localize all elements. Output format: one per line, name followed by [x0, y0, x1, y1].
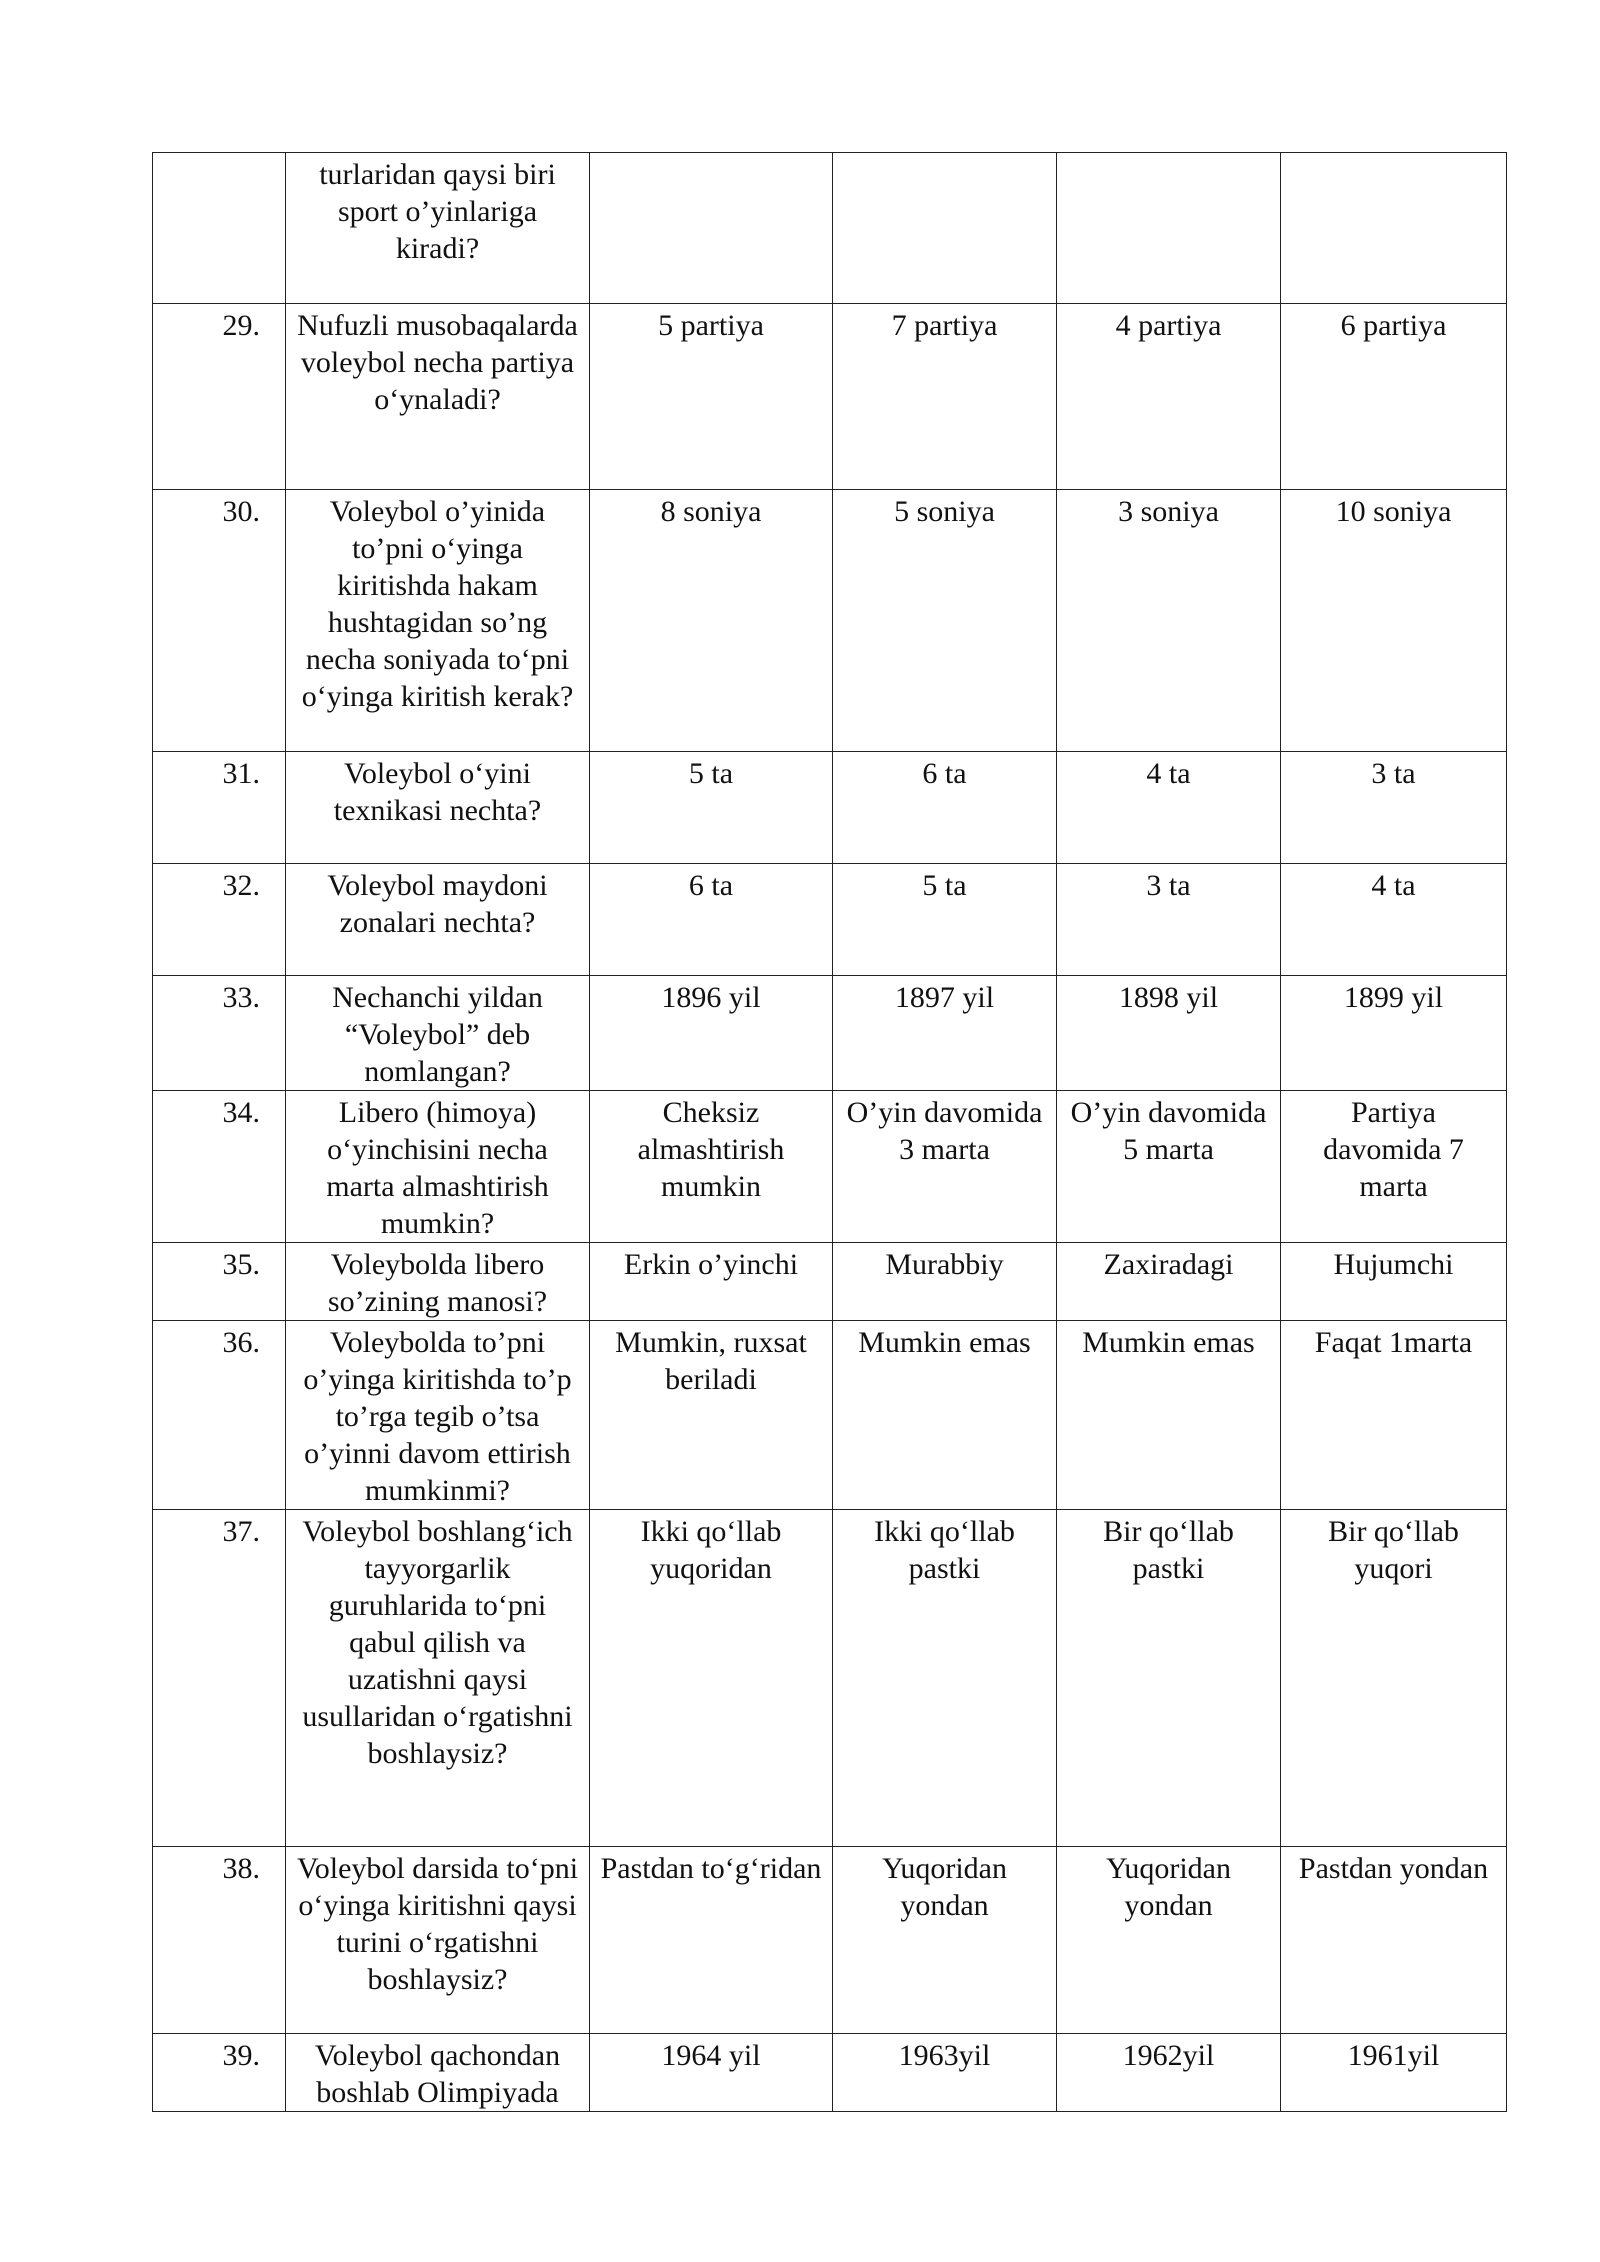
answer-option-b: Ikki qo‘llab pastki: [833, 1510, 1057, 1847]
question-text: Voleybol o‘yini texnikasi nechta?: [286, 752, 590, 864]
answer-option-d: 3 ta: [1281, 752, 1507, 864]
answer-option-b: Murabbiy: [833, 1243, 1057, 1321]
table-row: [153, 2034, 1507, 2112]
question-number: 32.: [153, 864, 286, 976]
answer-option-c: 4 partiya: [1057, 304, 1281, 490]
answer-option-d: 10 soniya: [1281, 490, 1507, 752]
table-row: [153, 752, 1507, 864]
table-row: [153, 976, 1507, 1091]
question-text: Nechanchi yildan “Voleybol” deb nomlangan?: [286, 976, 590, 1091]
table-row: [153, 490, 1507, 752]
quiz-table-body: [153, 153, 1507, 2112]
answer-option-d: Pastdan yondan: [1281, 1847, 1507, 2034]
answer-option-a: Erkin o’yinchi: [590, 1243, 833, 1321]
table-row: [153, 1847, 1507, 2034]
answer-option-c: Zaxiradagi: [1057, 1243, 1281, 1321]
answer-option-c: Bir qo‘llab pastki: [1057, 1510, 1281, 1847]
answer-option-c: 1962yil: [1057, 2034, 1281, 2112]
answer-option-d: 6 partiya: [1281, 304, 1507, 490]
answer-option-a: [590, 153, 833, 304]
question-number: 34.: [153, 1091, 286, 1243]
answer-option-a: 6 ta: [590, 864, 833, 976]
answer-option-b: 7 partiya: [833, 304, 1057, 490]
answer-option-d: 4 ta: [1281, 864, 1507, 976]
answer-option-d: Bir qo‘llab yuqori: [1281, 1510, 1507, 1847]
answer-option-b: 1963yil: [833, 2034, 1057, 2112]
question-text: Voleybol maydoni zonalari nechta?: [286, 864, 590, 976]
answer-option-a: Cheksiz almashtirish mumkin: [590, 1091, 833, 1243]
question-number: 37.: [153, 1510, 286, 1847]
question-text: turlaridan qaysi biri sport o’yinlariga kiradi?: [286, 153, 590, 304]
quiz-table: [152, 152, 1507, 2112]
answer-option-b: O’yin davomida 3 marta: [833, 1091, 1057, 1243]
answer-option-b: Yuqoridan yondan: [833, 1847, 1057, 2034]
answer-option-a: 8 soniya: [590, 490, 833, 752]
answer-option-a: 5 ta: [590, 752, 833, 864]
question-number: 30.: [153, 490, 286, 752]
answer-option-c: Yuqoridan yondan: [1057, 1847, 1281, 2034]
answer-option-a: Mumkin, ruxsat beriladi: [590, 1321, 833, 1510]
question-text: Voleybolda libero so’zining manosi?: [286, 1243, 590, 1321]
question-number: [153, 153, 286, 304]
answer-option-d: Hujumchi: [1281, 1243, 1507, 1321]
question-text: Libero (himoya) o‘yinchisini necha marta almashtirish mumkin?: [286, 1091, 590, 1243]
answer-option-c: [1057, 153, 1281, 304]
question-text: Voleybol boshlang‘ich tayyorgarlik guruhlarida to‘pni qabul qilish va uzatishni qaysi usullaridan o‘rgatishni boshlaysiz?: [286, 1510, 590, 1847]
answer-option-a: 1896 yil: [590, 976, 833, 1091]
question-number: 35.: [153, 1243, 286, 1321]
answer-option-b: [833, 153, 1057, 304]
table-row: [153, 864, 1507, 976]
answer-option-d: 1961yil: [1281, 2034, 1507, 2112]
answer-option-c: O’yin davomida 5 marta: [1057, 1091, 1281, 1243]
answer-option-a: Ikki qo‘llab yuqoridan: [590, 1510, 833, 1847]
answer-option-d: Faqat 1marta: [1281, 1321, 1507, 1510]
answer-option-b: Mumkin emas: [833, 1321, 1057, 1510]
answer-option-b: 5 ta: [833, 864, 1057, 976]
question-text: Voleybol qachondan boshlab Olimpiyada: [286, 2034, 590, 2112]
answer-option-a: 1964 yil: [590, 2034, 833, 2112]
table-row: [153, 1510, 1507, 1847]
answer-option-d: [1281, 153, 1507, 304]
table-row: [153, 1243, 1507, 1321]
answer-option-b: 5 soniya: [833, 490, 1057, 752]
table-row: [153, 304, 1507, 490]
question-number: 33.: [153, 976, 286, 1091]
answer-option-b: 1897 yil: [833, 976, 1057, 1091]
answer-option-d: 1899 yil: [1281, 976, 1507, 1091]
answer-option-c: 1898 yil: [1057, 976, 1281, 1091]
table-row: [153, 153, 1507, 304]
answer-option-d: Partiya davomida 7 marta: [1281, 1091, 1507, 1243]
table-row: [153, 1091, 1507, 1243]
answer-option-a: Pastdan to‘g‘ridan: [590, 1847, 833, 2034]
question-number: 38.: [153, 1847, 286, 2034]
question-text: Voleybol o’yinida to’pni o‘yinga kiritishda hakam hushtagidan so’ng necha soniyada to‘pni o‘yinga kiritish kerak?: [286, 490, 590, 752]
table-row: [153, 1321, 1507, 1510]
answer-option-c: 4 ta: [1057, 752, 1281, 864]
answer-option-a: 5 partiya: [590, 304, 833, 490]
answer-option-c: 3 ta: [1057, 864, 1281, 976]
question-number: 31.: [153, 752, 286, 864]
question-number: 29.: [153, 304, 286, 490]
question-number: 39.: [153, 2034, 286, 2112]
question-text: Voleybolda to’pni o’yinga kiritishda to’p to’rga tegib o’tsa o’yinni davom ettirish mumkinmi?: [286, 1321, 590, 1510]
answer-option-c: Mumkin emas: [1057, 1321, 1281, 1510]
answer-option-b: 6 ta: [833, 752, 1057, 864]
answer-option-c: 3 soniya: [1057, 490, 1281, 752]
question-text: Nufuzli musobaqalarda voleybol necha partiya o‘ynaladi?: [286, 304, 590, 490]
question-text: Voleybol darsida to‘pni o‘yinga kiritishni qaysi turini o‘rgatishni boshlaysiz?: [286, 1847, 590, 2034]
question-number: 36.: [153, 1321, 286, 1510]
